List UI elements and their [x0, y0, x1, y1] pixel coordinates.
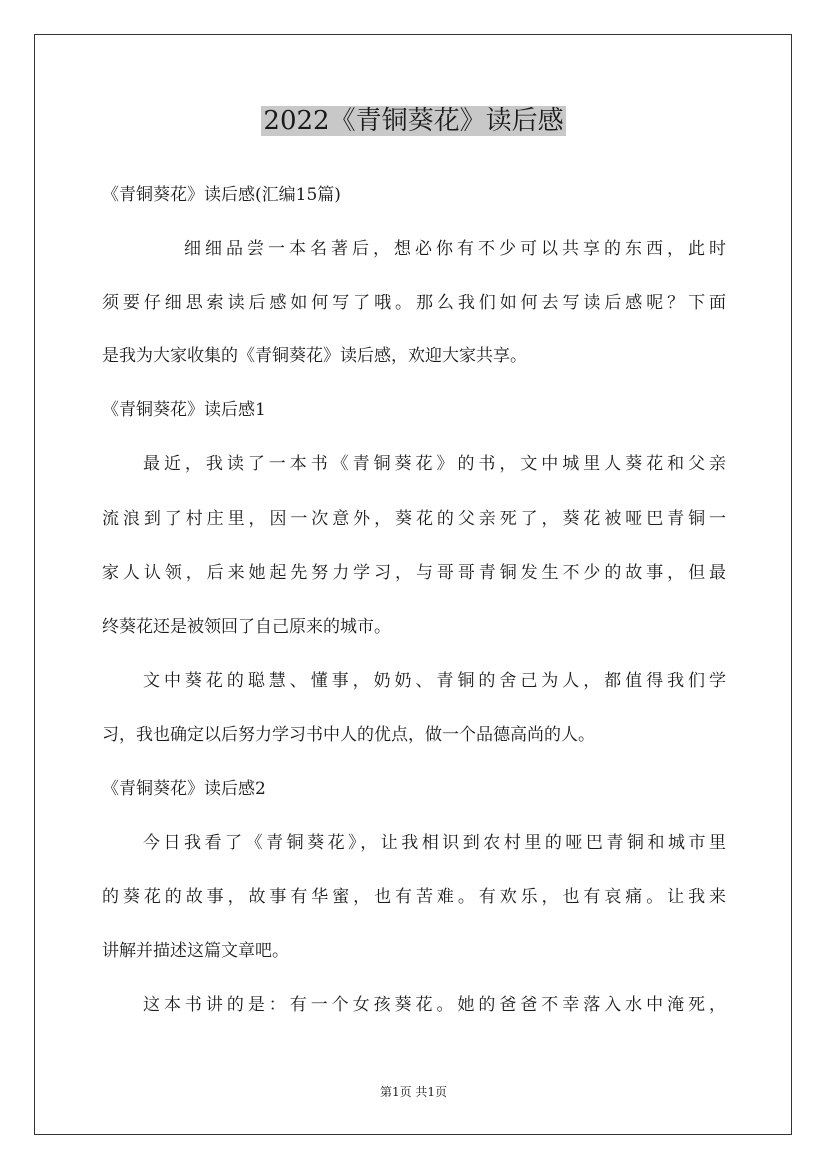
s2-para1-line-1: 今日我看了《青铜葵花》，让我相识到农村里的哑巴青铜和城市里 [143, 833, 726, 853]
s1-para2-line-1: 文中葵花的聪慧、懂事，奶奶、青铜的舍己为人，都值得我们学 [143, 671, 726, 691]
section-heading-1: 《青铜葵花》读后感1 [102, 400, 266, 420]
s2-para1-line-3: 讲解并描述这篇文章吧。 [102, 941, 289, 961]
page-footer: 第1页 共1页 [379, 1085, 448, 1099]
s1-para1-line-4: 终葵花还是被领回了自己原来的城市。 [102, 617, 391, 637]
s1-para1-line-3: 家人认领，后来她起先努力学习，与哥哥青铜发生不少的故事，但最 [102, 563, 726, 583]
intro-line-2: 须要仔细思索读后感如何写了哦。那么我们如何去写读后感呢？下面 [102, 293, 726, 313]
s2-para2-line-1: 这本书讲的是：有一个女孩葵花。她的爸爸不幸落入水中淹死， [143, 995, 726, 1015]
document-title [0, 100, 827, 142]
s1-para1-line-1: 最近，我读了一本书《青铜葵花》的书，文中城里人葵花和父亲 [143, 454, 726, 474]
s1-para2-line-2: 习，我也确定以后努力学习书中人的优点，做一个品德高尚的人。 [102, 725, 595, 745]
intro-line-3: 是我为大家收集的《青铜葵花》读后感，欢迎大家共享。 [102, 346, 527, 366]
s1-para1-line-2: 流浪到了村庄里，因一次意外，葵花的父亲死了，葵花被哑巴青铜一 [102, 509, 726, 529]
document-subtitle: 《青铜葵花》读后感(汇编15篇) [102, 185, 341, 205]
section-heading-2: 《青铜葵花》读后感2 [102, 779, 266, 799]
s2-para1-line-2: 的葵花的故事，故事有华蜜，也有苦难。有欢乐，也有哀痛。让我来 [102, 887, 726, 907]
title-text: 2022《青铜葵花》读后感 [263, 106, 564, 136]
intro-line-1: 细细品尝一本名著后，想必你有不少可以共享的东西，此时 [184, 239, 726, 259]
